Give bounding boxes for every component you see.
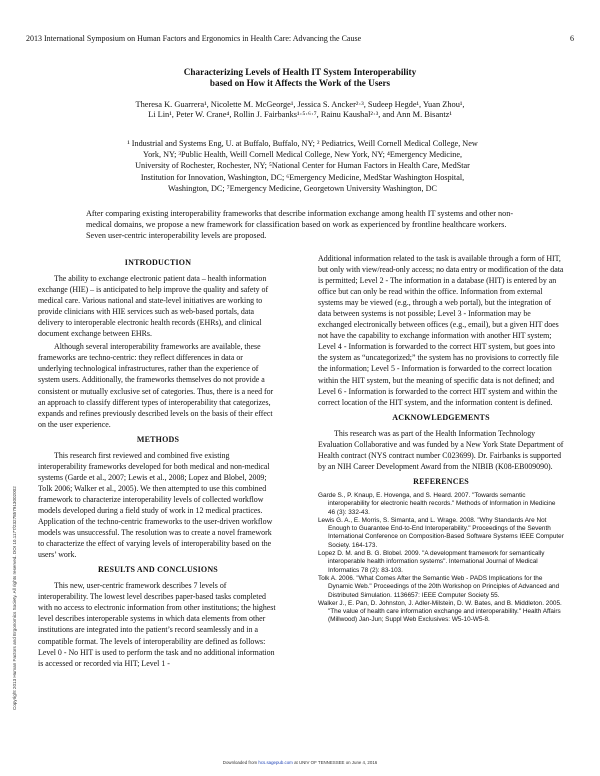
reference-item: Tolk A. 2006. "What Comes After the Semantic Web - PADS Implications for the Dynamic Web." Proceedings of the 20th Workshop on Principles of Advanced and Distributed Simulation. 1136657: IEEE Computer Society 55. xyxy=(318,574,560,599)
reference-list xyxy=(318,492,564,625)
introduction-paragraph-1: The ability to exchange electronic patient data – health information exchange (HIE) – is anticipated to help improve the quality and safety of medical care. Various national and state-level initiatives are working to provide clinicians with HIE services such as web-based portals, data delivery to interoperable electronic health records (EHRs), and clinical document exchange between EHRs. xyxy=(38,274,269,339)
reference-item: Lopez D. M. and B. G. Blobel. 2009. "A development framework for semantically interoperable health information systems". International Journal of Medical Informatics 78 (2): 83-103. xyxy=(318,550,545,574)
authors-line-1: Theresa K. Guarrera¹, Nicolette M. McGeorge¹, Jessica S. Ancker²·³, Sudeep Hegde¹, Yuan Zhou¹, xyxy=(135,100,465,109)
author-list xyxy=(70,100,530,121)
abstract: After comparing existing interoperability frameworks that describe information exchange among health IT systems and other non-medical domains, we propose a new framework for classification based on work as experienced by frontline healthcare workers. Seven user-centric interoperability levels are proposed. xyxy=(86,209,514,240)
download-footer xyxy=(0,760,600,765)
references-heading: REFERENCES xyxy=(413,476,469,486)
paper-title xyxy=(60,67,540,89)
affiliation-line-3: University of Rochester, Rochester, NY; ⁵National Center for Human Factors in Health Care, MedStar xyxy=(135,161,470,171)
title-line-2: based on How it Affects the Work of the Users xyxy=(209,78,391,88)
reference-item: Garde S., P. Knaup, E. Hovenga, and S. Heard. 2007. "Towards semantic interoperability for electronic health records." Methods of Information in Medicine 46 (3): 332-43. xyxy=(318,491,556,516)
side-copyright-notice: Copyright 2013 Human Factors and Ergonomics Society. All rights reserved. DOI 10.1177/2327857913002002 xyxy=(12,486,17,710)
footer-site-link[interactable]: hcs.sagepub.com xyxy=(258,760,293,765)
affiliation-line-1: ¹ Industrial and Systems Eng, U. at Buffalo, Buffalo, NY; ² Pediatrics, Weill Cornell Medical College, New xyxy=(127,139,478,148)
reference-item: Lewis G. A., E. Morris, S. Simanta, and L. Wrage. 2008. "Why Standards Are Not Enough to Guarantee End-to-End Interoperability." Proceedings of the Seventh International Conference on Composition-Based Software Systems IEEE Computer Society. 164-173. xyxy=(318,516,564,549)
affiliation-line-2: York, NY; ³Public Health, Weill Cornell Medical College, New York, NY; ⁴Emergency Medicine, xyxy=(143,150,462,160)
footer-prefix: Downloaded from xyxy=(222,760,259,765)
results-paragraph: This new, user-centric framework describes 7 levels of interoperability. The lowest level describes paper-based tasks completed with no access to electronic information from other institutions; the highest level describes interoperable systems in which data elements from other institutions are integrated into the patient’s record seamlessly and in a compatible format. The levels of interoperability are defined as follows: Level 0 - No HIT is used to perform the task and no additional information is accessed or recorded via HIT; Level 1 - xyxy=(38,581,276,668)
acknowledgements-paragraph: This research was as part of the Health Information Technology Evaluation Collaborative and was funded by a New York State Department of Health contract (NYS contract number C023699). Dr. Fairbanks is supported by an NIH Career Development Award from the NIBIB (K08-EB009090). xyxy=(318,428,564,471)
running-head-text: 2013 International Symposium on Human Factors and Ergonomics in Health Care: Advancing the Cause xyxy=(26,34,362,43)
methods-paragraph: This research first reviewed and combined five existing interoperability frameworks developed for both medical and non-medical systems (Garde et al., 2007; Lewis et al., 2008; Lopez and Blobel, 2009; Tolk 2006; Walker et al., 2005). We then attempted to use this combined framework to characterize interoperability levels of collected workflow models developed during a field study of work in 12 medical practices. Application of the techno-centric frameworks to the user-driven workflow models was unsuccessful. The resolution was to create a novel framework to characterize the effect of varying levels of interoperability based on the users’ work. xyxy=(38,450,273,560)
affiliation-line-4: Institution for Innovation, Washington, DC; ⁶Emergency Medicine, MedStar Washington Hospital, xyxy=(140,172,465,182)
affiliations xyxy=(90,138,515,194)
title-line-1: Characterizing Levels of Health IT System Interoperability xyxy=(183,67,417,77)
acknowledgements-heading: ACKNOWLEDGEMENTS xyxy=(392,412,490,422)
authors-line-2: Li Lin¹, Peter W. Crane⁴, Rollin J. Fairbanks¹·⁵·⁶·⁷, Rainu Kaushal²·³, and Ann M. Bisantz¹ xyxy=(148,110,452,120)
right-column xyxy=(318,253,564,625)
page-number: 6 xyxy=(570,34,574,43)
running-head xyxy=(26,34,574,43)
methods-heading: METHODS xyxy=(136,434,180,444)
results-heading: RESULTS AND CONCLUSIONS xyxy=(98,565,218,575)
results-paragraph-continued: Additional information related to the task is available through a form of HIT, but only with view/read-only access; no data entry or modification of the data is permitted; Level 2 - The information in a database (HIT) is entered by an office but can only be read within the office. Information from external systems may be viewed (e.g., through a web portal), but the integration of data between systems is not possible; Level 3 - Information may be exchanged electronically between offices (e.g., email), but a given HIT does not have the capability to exchange information with another HIT system; Level 4 - Information is forwarded to the correct HIT system, but goes into the system as “uncategorized;” the system has no provisions to correctly file the information; Level 5 - Information is forwarded to the correct location within the HIT system, but the meaning of specific data is not defined; and Level 6 - Information is forwarded to the correct HIT system and within the correct location of the HIT system, and the information content is defined. xyxy=(318,254,564,407)
reference-item: Walker J., E. Pan, D. Johnston, J. Adler-Milstein, D. W. Bates, and B. Middleton. 2005. "The value of health care information exchange and interoperability." Health Affairs (Millwood) Jan-Jun; Suppl Web Exclusives: W5-10-W5-8. xyxy=(318,599,562,624)
affiliation-line-5: Washington, DC; ⁷Emergency Medicine, Georgetown University Washington, DC xyxy=(168,183,437,193)
introduction-heading: INTRODUCTION xyxy=(124,258,192,267)
footer-suffix: at UNIV OF TENNESSEE on June 4, 2016 xyxy=(292,760,378,765)
left-column xyxy=(38,253,278,671)
introduction-paragraph-2: Although several interoperability frameworks are available, these frameworks are techno-centric: they reflect differences in data or underlying technological infrastructures, rather than the experience of system users. Additionally, the frameworks themselves do not provide a consistent or mutually exclusive set of categories. Thus, there is a need for an approach to classify different types of interoperability that categorizes, expands and refines previously described levels on the basis of their effect on the user experience. xyxy=(38,342,274,429)
